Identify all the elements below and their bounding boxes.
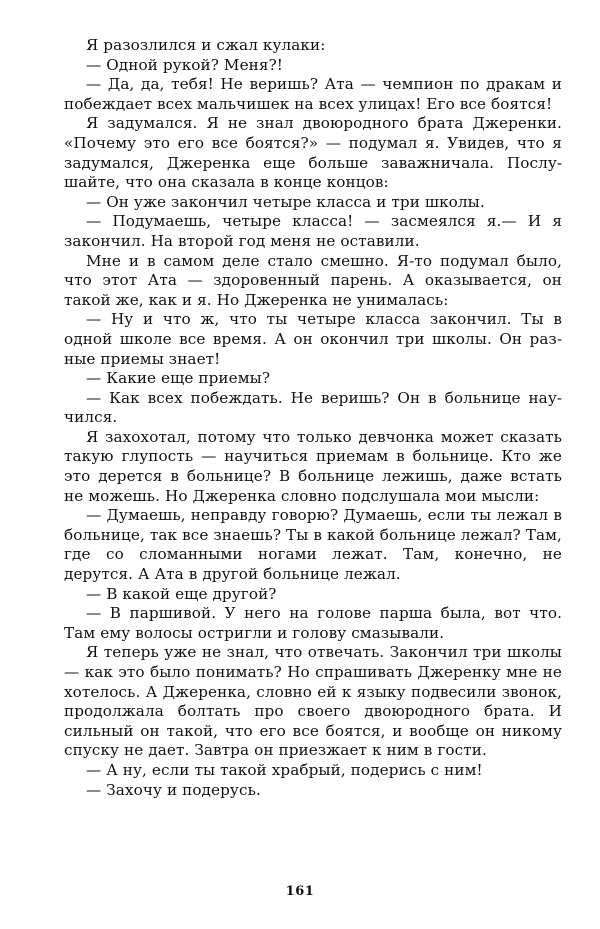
paragraph: — В какой еще другой? [86,584,277,603]
paragraph: Мне и в самом деле стало смешно. Я-то подумал было, что этот Ата — здоровенный парень. А оказывается, он такой же, как и я. Но Джеренка не унималась: [64,251,562,309]
paragraph: Я задумался. Я не знал двоюродного брата Джеренки. «Почему это его все боятся?» — подумал я. Увидев, что я задумался, Джеренка еще больше заважничала. Послушайте, что она сказала в конце концов: [64,114,562,192]
paragraph: — Одной рукой? Меня?! [86,55,284,74]
paragraph: Я разозлился и сжал кулаки: [86,36,326,54]
paragraph: — Ну и что ж, что ты четыре класса закончил. Ты в одной школе все время. А он окончил три школы. Он разные приемы знает! [64,310,562,368]
paragraph: — Какие еще приемы? [86,369,271,388]
paragraph: Я захохотал, потому что только девчонка может сказать такую глупость — научиться приемам в больнице. Кто же это дерется в больнице? В больнице лежишь, даже встать не можешь. Но Джеренка словно подслушала мои мысли: [64,427,562,505]
paragraph: — Да, да, тебя! Не веришь? Ата — чемпион по дракам и побеждает всех мальчишек на всех улицах! Его все боятся! [64,75,562,113]
paragraph: — В паршивой. У него на голове парша была, вот что. Там ему волосы остригли и голову смазывали. [64,604,562,642]
paragraph: — А ну, если ты такой храбрый, подерись с ним! [86,760,483,779]
paragraph: — Думаешь, неправду говорю? Думаешь, если ты лежал в больнице, так все знаешь? Ты в какой больнице лежал? Там, где со сломанными ногами лежат. Там, конечно, не дерутся. А Ата в другой больнице лежал. [64,506,562,584]
paragraph: Я теперь уже не знал, что отвечать. Закончил три школы — как это было понимать? Но спрашивать Джеренку мне не хотелось. А Джеренка, словно ей к языку подвесили звонок, продолжала болтать про своего двоюродного брата. И сильный он такой, что его все боятся, и вообще он никому спуску не дает. Завтра он приезжает к ним в гости. [64,643,562,760]
paragraph: — Как всех побеждать. Не веришь? Он в больнице научился. [64,388,562,427]
page-text [64,36,562,800]
paragraph: — Подумаешь, четыре класса! — засмеялся я.— И я закончил. На второй год меня не оставили. [64,212,562,250]
page-number: 161 [285,884,315,899]
paragraph: — Он уже закончил четыре класса и три школы. [86,192,485,211]
paragraph: — Захочу и подерусь. [86,780,261,799]
